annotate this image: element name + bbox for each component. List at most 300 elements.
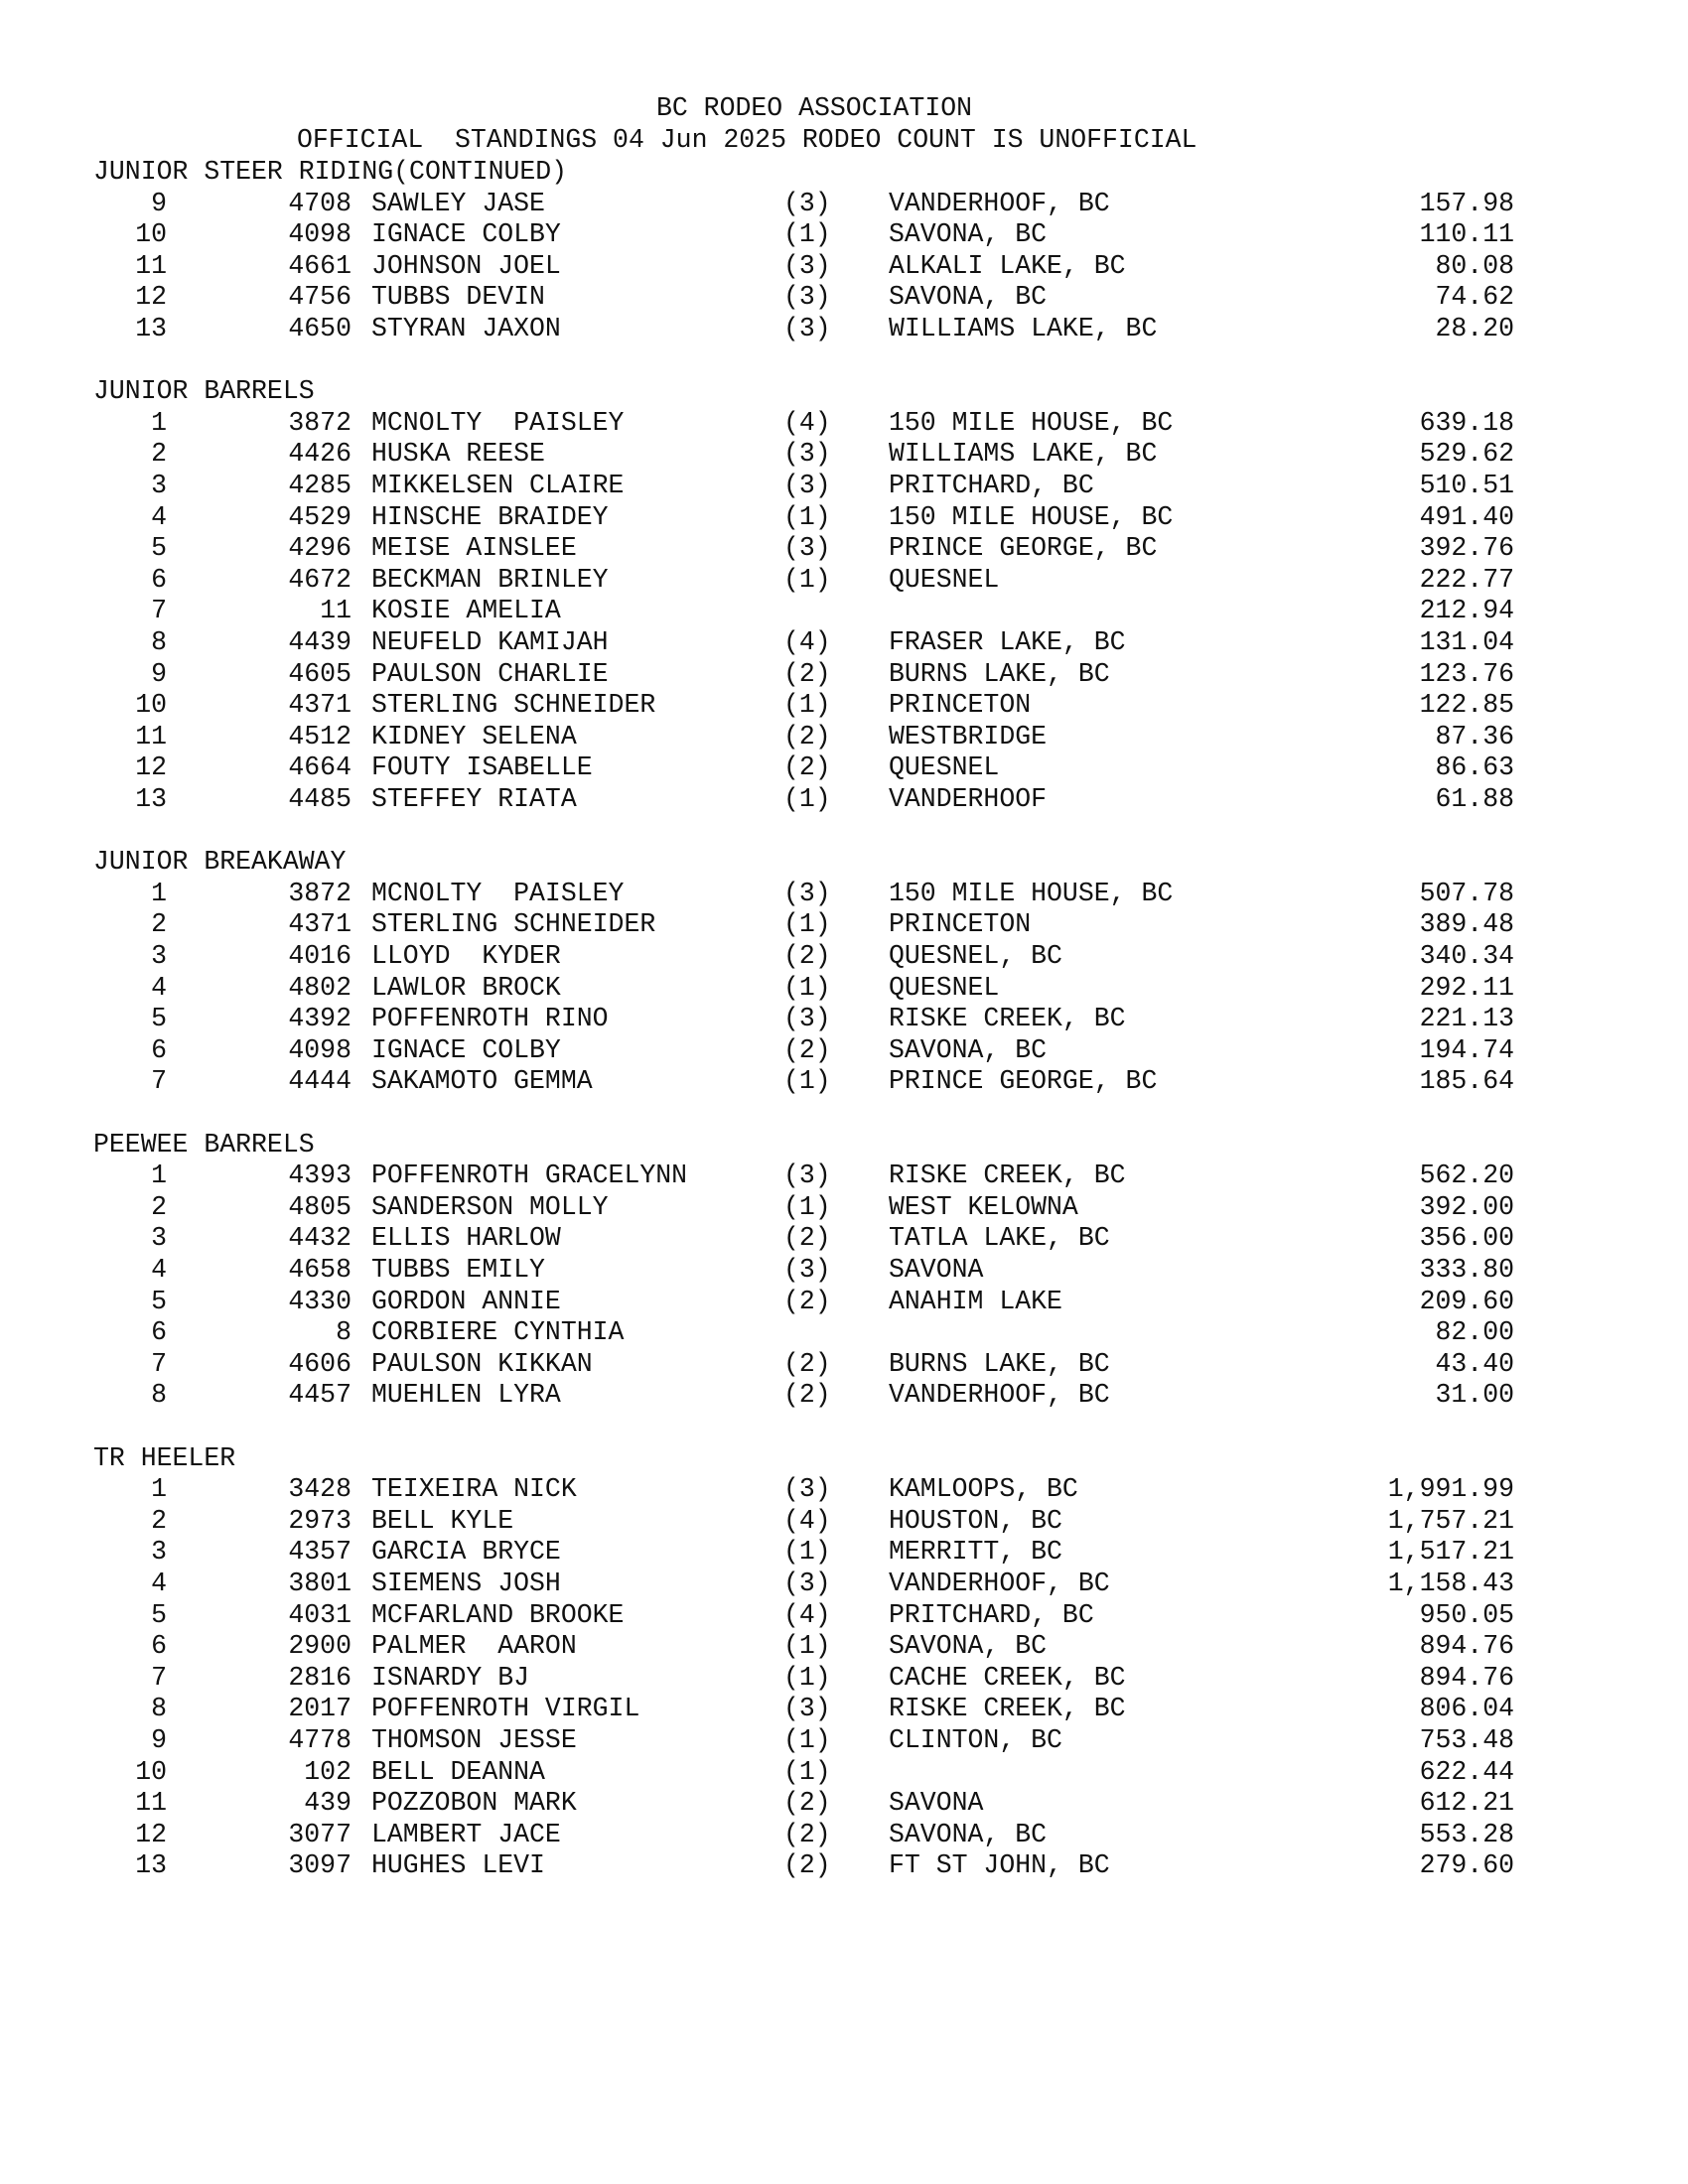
hometown: RISKE CREEK, BC (889, 1160, 1126, 1191)
hometown: ANAHIM LAKE (889, 1286, 1062, 1316)
place-number: 2 (151, 909, 167, 940)
rodeo-count: (3) (783, 533, 831, 564)
hometown: SAVONA, BC (889, 1631, 1048, 1662)
contestant-name: BECKMAN BRINLEY (371, 564, 609, 595)
contestant-name: KIDNEY SELENA (371, 721, 577, 751)
hometown: PRITCHARD, BC (889, 1599, 1094, 1630)
rodeo-count: (1) (783, 1756, 831, 1787)
hometown: SAVONA (889, 1788, 984, 1819)
member-number: 3097 (288, 1850, 352, 1881)
contestant-name: JOHNSON JOEL (371, 250, 561, 281)
hometown: TATLA LAKE, BC (889, 1223, 1110, 1254)
member-number: 4606 (288, 1348, 352, 1379)
hometown: RISKE CREEK, BC (889, 1694, 1126, 1724)
hometown: WESTBRIDGE (889, 721, 1048, 751)
member-number: 4605 (288, 658, 352, 689)
section-title: PEEWEE BARRELS (93, 1129, 315, 1160)
member-number: 2973 (288, 1505, 352, 1536)
hometown: CACHE CREEK, BC (889, 1662, 1126, 1693)
standings-row (0, 1349, 1589, 1381)
section-title: TR HEELER (93, 1442, 236, 1473)
hometown: PRINCETON (889, 909, 1032, 940)
contestant-name: SAWLEY JASE (371, 188, 545, 218)
member-number: 11 (320, 596, 352, 626)
member-number: 2816 (288, 1662, 352, 1693)
contestant-name: POFFENROTH GRACELYNN (371, 1160, 688, 1191)
points-total: 622.44 (1419, 1756, 1514, 1787)
contestant-name: MEISE AINSLEE (371, 533, 577, 564)
place-number: 13 (135, 314, 167, 343)
contestant-name: NEUFELD KAMIJAH (371, 627, 609, 657)
hometown: MERRITT, BC (889, 1537, 1062, 1568)
contestant-name: KOSIE AMELIA (371, 596, 561, 626)
points-total: 221.13 (1419, 1004, 1514, 1034)
rodeo-count: (2) (783, 1348, 831, 1379)
contestant-name: PALMER AARON (371, 1631, 577, 1662)
contestant-name: MUEHLEN LYRA (371, 1380, 561, 1411)
member-number: 4393 (288, 1160, 352, 1191)
hometown: PRITCHARD, BC (889, 471, 1094, 500)
contestant-name: SIEMENS JOSH (371, 1569, 561, 1598)
member-number: 4802 (288, 972, 352, 1003)
rodeo-count: (3) (783, 878, 831, 908)
points-total: 292.11 (1419, 972, 1514, 1003)
member-number: 4672 (288, 564, 352, 595)
standings-row (0, 1223, 1589, 1255)
member-number: 4016 (288, 941, 352, 971)
hometown: PRINCETON (889, 690, 1032, 721)
member-number: 4439 (288, 627, 352, 657)
place-number: 7 (151, 596, 167, 626)
hometown: WILLIAMS LAKE, BC (889, 439, 1158, 470)
hometown: KAMLOOPS, BC (889, 1474, 1078, 1505)
rodeo-count: (2) (783, 1819, 831, 1849)
contestant-name: TEIXEIRA NICK (371, 1474, 577, 1505)
points-total: 209.60 (1419, 1286, 1514, 1316)
rodeo-count: (3) (783, 1255, 831, 1285)
member-number: 102 (304, 1756, 352, 1787)
rodeo-count: (3) (783, 1160, 831, 1191)
place-number: 12 (135, 752, 167, 783)
contestant-name: GARCIA BRYCE (371, 1537, 561, 1568)
points-total: 1,158.43 (1387, 1569, 1514, 1598)
place-number: 5 (151, 1004, 167, 1034)
member-number: 4432 (288, 1223, 352, 1254)
place-number: 2 (151, 439, 167, 470)
rodeo-count: (1) (783, 909, 831, 940)
points-total: 31.00 (1435, 1380, 1514, 1411)
standings-row (0, 1506, 1589, 1538)
standings-row (0, 1004, 1589, 1035)
contestant-name: LAWLOR BROCK (371, 972, 561, 1003)
place-number: 5 (151, 1286, 167, 1316)
rodeo-count: (4) (783, 407, 831, 438)
points-total: 894.76 (1419, 1662, 1514, 1693)
standings-row (0, 659, 1589, 691)
place-number: 6 (151, 1034, 167, 1065)
hometown: CLINTON, BC (889, 1725, 1062, 1755)
hometown: QUESNEL (889, 564, 1000, 595)
place-number: 9 (151, 188, 167, 218)
member-number: 3428 (288, 1474, 352, 1505)
rodeo-count: (1) (783, 1537, 831, 1568)
member-number: 4357 (288, 1537, 352, 1568)
rodeo-count: (2) (783, 1034, 831, 1065)
points-total: 894.76 (1419, 1631, 1514, 1662)
place-number: 3 (151, 471, 167, 500)
member-number: 4444 (288, 1066, 352, 1097)
member-number: 4529 (288, 501, 352, 532)
place-number: 8 (151, 1694, 167, 1724)
place-number: 1 (151, 407, 167, 438)
rodeo-count: (2) (783, 941, 831, 971)
place-number: 12 (135, 282, 167, 313)
standings-row (0, 565, 1589, 597)
rodeo-count: (1) (783, 1191, 831, 1222)
contestant-name: STERLING SCHNEIDER (371, 909, 656, 940)
points-total: 43.40 (1435, 1348, 1514, 1379)
points-total: 82.00 (1435, 1317, 1514, 1348)
contestant-name: THOMSON JESSE (371, 1725, 577, 1755)
member-number: 4512 (288, 721, 352, 751)
points-total: 1,991.99 (1387, 1474, 1514, 1505)
member-number: 4805 (288, 1191, 352, 1222)
points-total: 87.36 (1435, 721, 1514, 751)
member-number: 439 (304, 1788, 352, 1819)
rodeo-count: (1) (783, 1631, 831, 1662)
place-number: 8 (151, 1380, 167, 1411)
place-number: 13 (135, 784, 167, 814)
points-total: 74.62 (1435, 282, 1514, 313)
standings-row (0, 471, 1589, 502)
member-number: 4708 (288, 188, 352, 218)
standings-row (0, 909, 1589, 941)
points-total: 194.74 (1419, 1034, 1514, 1065)
hometown: FT ST JOHN, BC (889, 1850, 1110, 1881)
hometown: ALKALI LAKE, BC (889, 250, 1126, 281)
place-number: 10 (135, 219, 167, 250)
hometown: VANDERHOOF (889, 784, 1048, 814)
points-total: 80.08 (1435, 250, 1514, 281)
member-number: 4664 (288, 752, 352, 783)
hometown: BURNS LAKE, BC (889, 658, 1110, 689)
points-total: 356.00 (1419, 1223, 1514, 1254)
rodeo-count: (3) (783, 1004, 831, 1034)
contestant-name: ELLIS HARLOW (371, 1223, 561, 1254)
place-number: 11 (135, 250, 167, 281)
member-number: 4296 (288, 533, 352, 564)
place-number: 5 (151, 533, 167, 564)
standings-row (0, 627, 1589, 659)
member-number: 4650 (288, 314, 352, 343)
place-number: 4 (151, 1569, 167, 1598)
standings-row (0, 1694, 1589, 1725)
standings-row (0, 282, 1589, 314)
place-number: 1 (151, 1160, 167, 1191)
member-number: 4330 (288, 1286, 352, 1316)
standings-row (0, 533, 1589, 565)
hometown: FRASER LAKE, BC (889, 627, 1126, 657)
member-number: 4371 (288, 909, 352, 940)
member-number: 4756 (288, 282, 352, 313)
standings-row (0, 690, 1589, 722)
rodeo-count: (2) (783, 721, 831, 751)
rodeo-count: (2) (783, 1380, 831, 1411)
points-total: 28.20 (1435, 314, 1514, 343)
standings-row (0, 1287, 1589, 1318)
place-number: 10 (135, 690, 167, 721)
contestant-name: PAULSON KIKKAN (371, 1348, 593, 1379)
contestant-name: LLOYD KYDER (371, 941, 561, 971)
place-number: 8 (151, 627, 167, 657)
place-number: 11 (135, 1788, 167, 1819)
rodeo-count: (2) (783, 1788, 831, 1819)
rodeo-count: (1) (783, 564, 831, 595)
rodeo-count: (4) (783, 627, 831, 657)
rodeo-count: (3) (783, 314, 831, 343)
member-number: 4098 (288, 219, 352, 250)
standings-row (0, 596, 1589, 627)
rodeo-count: (1) (783, 972, 831, 1003)
points-total: 1,757.21 (1387, 1505, 1514, 1536)
rodeo-count: (1) (783, 784, 831, 814)
contestant-name: STERLING SCHNEIDER (371, 690, 656, 721)
standings-row (0, 1066, 1589, 1098)
points-total: 553.28 (1419, 1819, 1514, 1849)
contestant-name: STEFFEY RIATA (371, 784, 577, 814)
points-total: 612.21 (1419, 1788, 1514, 1819)
points-total: 122.85 (1419, 690, 1514, 721)
standings-row (0, 1850, 1589, 1882)
points-total: 157.98 (1419, 188, 1514, 218)
standings-row (0, 1788, 1589, 1820)
rodeo-count: (3) (783, 1694, 831, 1724)
section-title: JUNIOR STEER RIDING(CONTINUED) (93, 157, 568, 187)
member-number: 2017 (288, 1694, 352, 1724)
rodeo-count: (3) (783, 250, 831, 281)
rodeo-count: (4) (783, 1599, 831, 1630)
contestant-name: BELL KYLE (371, 1505, 514, 1536)
points-total: 529.62 (1419, 439, 1514, 470)
contestant-name: HUGHES LEVI (371, 1850, 545, 1881)
member-number: 4371 (288, 690, 352, 721)
place-number: 3 (151, 1537, 167, 1568)
points-total: 333.80 (1419, 1255, 1514, 1285)
hometown: SAVONA, BC (889, 1034, 1048, 1065)
hometown: VANDERHOOF, BC (889, 1569, 1110, 1598)
points-total: 1,517.21 (1387, 1537, 1514, 1568)
contestant-name: LAMBERT JACE (371, 1819, 561, 1849)
rodeo-count: (3) (783, 1474, 831, 1505)
standings-row (0, 1600, 1589, 1632)
member-number: 4031 (288, 1599, 352, 1630)
points-total: 185.64 (1419, 1066, 1514, 1097)
hometown: VANDERHOOF, BC (889, 188, 1110, 218)
contestant-name: SAKAMOTO GEMMA (371, 1066, 593, 1097)
hometown: QUESNEL (889, 752, 1000, 783)
hometown: WEST KELOWNA (889, 1191, 1078, 1222)
rodeo-count: (1) (783, 1662, 831, 1693)
standings-row (0, 1725, 1589, 1757)
points-total: 510.51 (1419, 471, 1514, 500)
place-number: 7 (151, 1066, 167, 1097)
standings-row (0, 1192, 1589, 1224)
standings-row (0, 973, 1589, 1005)
rodeo-count: (1) (783, 219, 831, 250)
place-number: 13 (135, 1850, 167, 1881)
contestant-name: TUBBS EMILY (371, 1255, 545, 1285)
points-total: 279.60 (1419, 1850, 1514, 1881)
standings-row (0, 1663, 1589, 1695)
place-number: 1 (151, 878, 167, 908)
standings-row (0, 1474, 1589, 1506)
place-number: 10 (135, 1756, 167, 1787)
member-number: 4485 (288, 784, 352, 814)
hometown: 150 MILE HOUSE, BC (889, 407, 1174, 438)
section-title: JUNIOR BARRELS (93, 376, 315, 407)
hometown: 150 MILE HOUSE, BC (889, 878, 1174, 908)
points-total: 86.63 (1435, 752, 1514, 783)
standings-row (0, 1255, 1589, 1287)
points-total: 389.48 (1419, 909, 1514, 940)
contestant-name: BELL DEANNA (371, 1756, 545, 1787)
contestant-name: FOUTY ISABELLE (371, 752, 593, 783)
points-total: 123.76 (1419, 658, 1514, 689)
rodeo-count: (4) (783, 1505, 831, 1536)
contestant-name: STYRAN JAXON (371, 314, 561, 343)
hometown: QUESNEL (889, 972, 1000, 1003)
points-total: 392.76 (1419, 533, 1514, 564)
standings-row (0, 189, 1589, 220)
rodeo-count: (3) (783, 188, 831, 218)
points-total: 753.48 (1419, 1725, 1514, 1755)
hometown: PRINCE GEORGE, BC (889, 533, 1158, 564)
contestant-name: MCFARLAND BROOKE (371, 1599, 625, 1630)
rodeo-count: (2) (783, 1223, 831, 1254)
hometown: SAVONA, BC (889, 282, 1048, 313)
standings-row (0, 784, 1589, 816)
contestant-name: IGNACE COLBY (371, 219, 561, 250)
standings-row (0, 1820, 1589, 1851)
contestant-name: POFFENROTH VIRGIL (371, 1694, 640, 1724)
contestant-name: ISNARDY BJ (371, 1662, 530, 1693)
member-number: 4658 (288, 1255, 352, 1285)
standings-row (0, 1631, 1589, 1663)
standings-row (0, 941, 1589, 973)
member-number: 4392 (288, 1004, 352, 1034)
points-total: 950.05 (1419, 1599, 1514, 1630)
member-number: 2900 (288, 1631, 352, 1662)
place-number: 9 (151, 658, 167, 689)
hometown: PRINCE GEORGE, BC (889, 1066, 1158, 1097)
standings-row (0, 1380, 1589, 1412)
standings-row (0, 219, 1589, 251)
points-total: 61.88 (1435, 784, 1514, 814)
place-number: 4 (151, 501, 167, 532)
contestant-name: POFFENROTH RINO (371, 1004, 609, 1034)
place-number: 4 (151, 1255, 167, 1285)
standings-row (0, 722, 1589, 753)
report-subtitle: OFFICIAL STANDINGS 04 Jun 2025 RODEO COUNT IS UNOFFICIAL (297, 125, 1197, 155)
place-number: 5 (151, 1599, 167, 1630)
contestant-name: CORBIERE CYNTHIA (371, 1317, 625, 1348)
rodeo-count: (2) (783, 752, 831, 783)
standings-row (0, 251, 1589, 283)
rodeo-count: (2) (783, 1850, 831, 1881)
points-total: 507.78 (1419, 878, 1514, 908)
hometown: 150 MILE HOUSE, BC (889, 501, 1174, 532)
place-number: 6 (151, 564, 167, 595)
rodeo-count: (3) (783, 1569, 831, 1598)
points-total: 131.04 (1419, 627, 1514, 657)
standings-row (0, 408, 1589, 440)
contestant-name: MCNOLTY PAISLEY (371, 878, 625, 908)
member-number: 4778 (288, 1725, 352, 1755)
contestant-name: SANDERSON MOLLY (371, 1191, 609, 1222)
points-total: 392.00 (1419, 1191, 1514, 1222)
hometown: VANDERHOOF, BC (889, 1380, 1110, 1411)
points-total: 212.94 (1419, 596, 1514, 626)
place-number: 11 (135, 721, 167, 751)
hometown: RISKE CREEK, BC (889, 1004, 1126, 1034)
rodeo-count: (1) (783, 501, 831, 532)
points-total: 222.77 (1419, 564, 1514, 595)
contestant-name: HINSCHE BRAIDEY (371, 501, 609, 532)
member-number: 3077 (288, 1819, 352, 1849)
member-number: 4098 (288, 1034, 352, 1065)
place-number: 6 (151, 1317, 167, 1348)
contestant-name: TUBBS DEVIN (371, 282, 545, 313)
place-number: 2 (151, 1505, 167, 1536)
standings-row (0, 439, 1589, 471)
member-number: 3801 (288, 1569, 352, 1598)
contestant-name: HUSKA REESE (371, 439, 545, 470)
points-total: 491.40 (1419, 501, 1514, 532)
hometown: HOUSTON, BC (889, 1505, 1062, 1536)
contestant-name: POZZOBON MARK (371, 1788, 577, 1819)
contestant-name: IGNACE COLBY (371, 1034, 561, 1065)
place-number: 4 (151, 972, 167, 1003)
points-total: 562.20 (1419, 1160, 1514, 1191)
standings-row (0, 314, 1589, 345)
hometown: SAVONA, BC (889, 1819, 1048, 1849)
place-number: 9 (151, 1725, 167, 1755)
section-title: JUNIOR BREAKAWAY (93, 847, 347, 878)
place-number: 2 (151, 1191, 167, 1222)
place-number: 3 (151, 941, 167, 971)
contestant-name: PAULSON CHARLIE (371, 658, 609, 689)
member-number: 3872 (288, 407, 352, 438)
standings-row (0, 1317, 1589, 1349)
standings-row (0, 1569, 1589, 1600)
rodeo-count: (3) (783, 282, 831, 313)
standings-row (0, 752, 1589, 784)
member-number: 4457 (288, 1380, 352, 1411)
contestant-name: GORDON ANNIE (371, 1286, 561, 1316)
standings-row (0, 1160, 1589, 1192)
hometown: SAVONA (889, 1255, 984, 1285)
contestant-name: MCNOLTY PAISLEY (371, 407, 625, 438)
place-number: 3 (151, 1223, 167, 1254)
rodeo-count: (2) (783, 1286, 831, 1316)
standings-row (0, 1757, 1589, 1789)
rodeo-count: (1) (783, 1725, 831, 1755)
rodeo-count: (1) (783, 1066, 831, 1097)
place-number: 7 (151, 1348, 167, 1379)
standings-row (0, 502, 1589, 534)
hometown: SAVONA, BC (889, 219, 1048, 250)
rodeo-count: (3) (783, 471, 831, 500)
